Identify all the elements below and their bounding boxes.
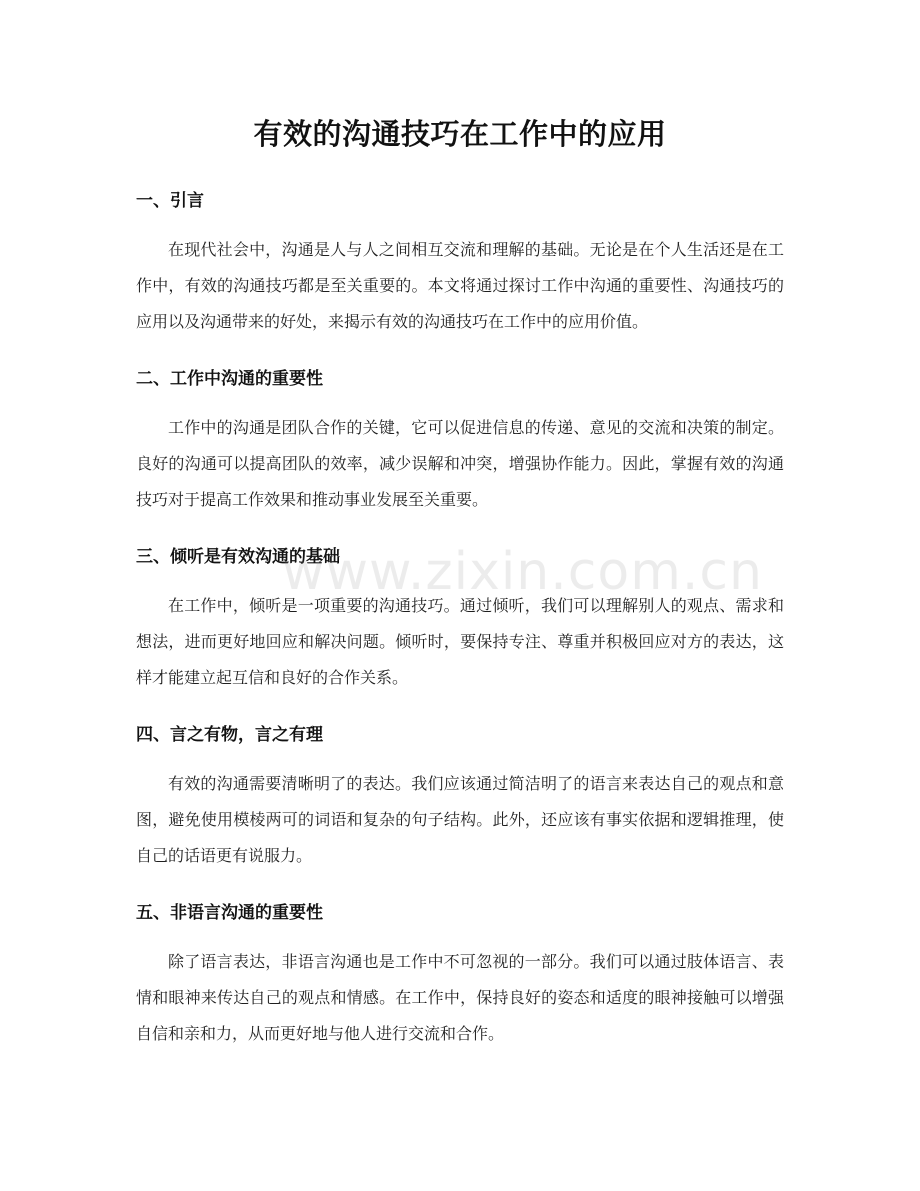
section-heading-nonverbal: 五、非语言沟通的重要性 — [136, 903, 323, 923]
section-paragraph-expression: 有效的沟通需要清晰明了的表达。我们应该通过简洁明了的语言来表达自己的观点和意图，避免使用模棱两可的词语和复杂的句子结构。此外，还应该有事实依据和逻辑推理，使自己的话语更有说服力。 — [136, 774, 784, 865]
watermark: www.zixin.com.cn — [282, 542, 763, 602]
section-paragraph-importance: 工作中的沟通是团队合作的关键，它可以促进信息的传递、意见的交流和决策的制定。良好的沟通可以提高团队的效率，减少误解和冲突，增强协作能力。因此，掌握有效的沟通技巧对于提高工作效果和推动事业发展至关重要。 — [136, 418, 784, 509]
section-paragraph-introduction: 在现代社会中，沟通是人与人之间相互交流和理解的基础。无论是在个人生活还是在工作中，有效的沟通技巧都是至关重要的。本文将通过探讨工作中沟通的重要性、沟通技巧的应用以及沟通带来的好处，来揭示有效的沟通技巧在工作中的应用价值。 — [136, 240, 784, 331]
section-paragraph-listening: 在工作中，倾听是一项重要的沟通技巧。通过倾听，我们可以理解别人的观点、需求和想法，进而更好地回应和解决问题。倾听时，要保持专注、尊重并积极回应对方的表达，这样才能建立起互信和良好的合作关系。 — [136, 596, 784, 687]
section-heading-importance: 二、工作中沟通的重要性 — [136, 369, 323, 389]
section-heading-listening: 三、倾听是有效沟通的基础 — [136, 547, 340, 567]
section-heading-expression: 四、言之有物，言之有理 — [136, 725, 323, 745]
section-heading-introduction: 一、引言 — [136, 191, 204, 211]
section-paragraph-nonverbal: 除了语言表达，非语言沟通也是工作中不可忽视的一部分。我们可以通过肢体语言、表情和眼神来传达自己的观点和情感。在工作中，保持良好的姿态和适度的眼神接触可以增强自信和亲和力，从而更好地与他人进行交流和合作。 — [136, 952, 784, 1043]
document-title: 有效的沟通技巧在工作中的应用 — [253, 117, 667, 151]
